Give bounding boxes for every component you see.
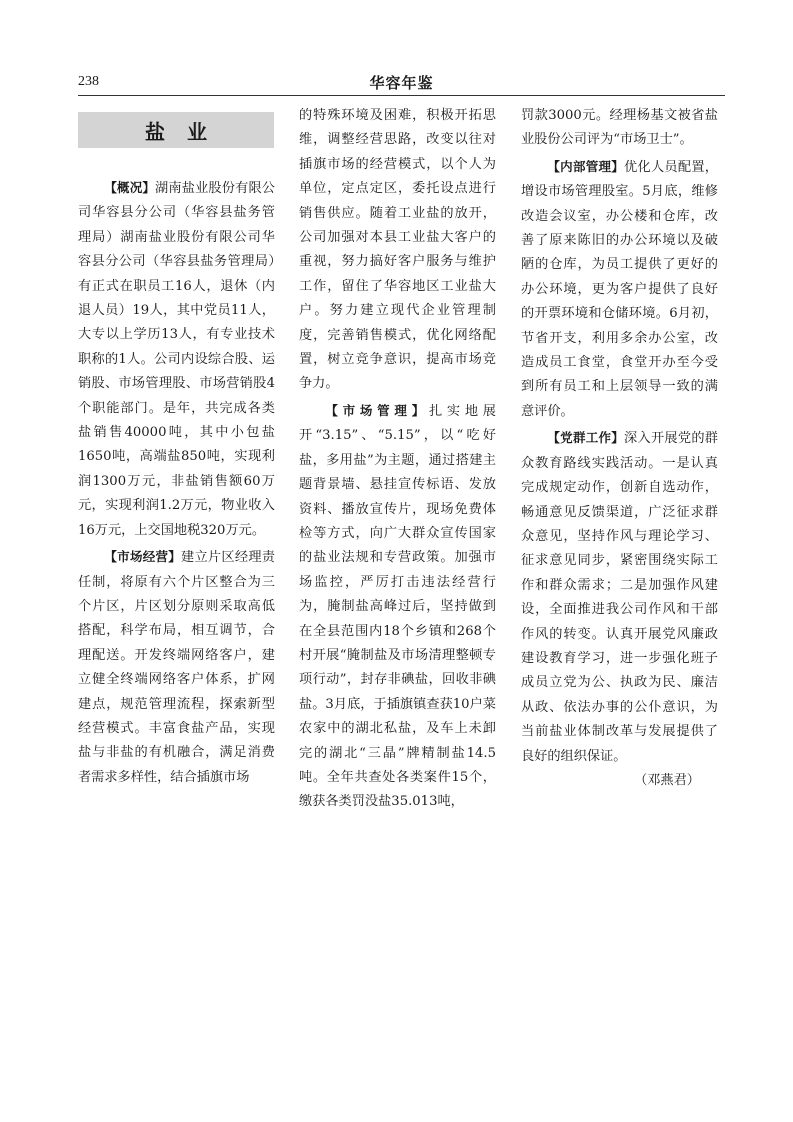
section-title: 盐业 [78, 112, 274, 148]
label-overview: 【概况】 [104, 180, 156, 195]
paragraph-market-mgmt-cont [521, 104, 718, 153]
label-party-work: 【党群工作】 [547, 430, 625, 446]
column-1 [78, 176, 275, 790]
text-party-work: 深入开展党的群众教育路线实践活动。一是认真完成规定动作，创新自选动作，畅通意见反馈渠道，广泛征求群众意见，坚持作风与理论学习、征求意见同步，紧密围绕实际工作和群众需求；二是加强作风建设，全面推进我公司作风和干部作风的转变。认真开展党风廉政建设教育学习，进一步强化班子成员立党为公、执政为民、廉洁从政、依法办事的公仆意识，为当前盐业体制改革与发展提供了良好的组织保证。 [521, 431, 718, 764]
column-3 [521, 104, 718, 793]
text-overview: 湖南盐业股份有限公司华容县分公司（华容县盐务管理局）湖南盐业股份有限公司华容县分公司（华容县盐务管理局）有正式在职员工16人，退休（内退人员）19人，其中党员11人，大专以上学历13人，有专业技术职称的1人。公司内设综合股、运销股、市场管理股、市场营销股4个职能部门。是年，共完成各类盐销售40000吨，其中小包盐1650吨，高端盐850吨，实现利润1300万元，非盐销售额60万元，实现利润1.2万元，物业收入16万元，上交国地税320万元。 [78, 181, 275, 538]
page-header [78, 72, 725, 94]
text-internal-mgmt: 优化人员配置，增设市场管理股室。5月底，维修改造会议室，办公楼和仓库，改善了原来陈旧的办公环境以及破陋的仓库，为员工提供了更好的办公环境，更为客户提供了良好的开票环境和仓储环境。6月初，节省开支，利用多余办公室，改造成员工食堂，食堂开办至今受到所有员工和上层领导一致的满意评价。 [521, 159, 718, 419]
column-2 [299, 104, 496, 815]
page-number: 238 [78, 74, 99, 89]
label-market-ops: 【市场经营】 [104, 549, 182, 565]
paragraph-overview [78, 176, 275, 543]
paragraph-market-mgmt [299, 399, 496, 815]
header-rule [78, 95, 725, 96]
paragraph-party-work [521, 426, 718, 769]
label-internal-mgmt: 【内部管理】 [547, 158, 625, 174]
paragraph-market-ops [78, 545, 275, 790]
text-market-ops-a: 建立片区经理责任制，将原有六个片区整合为三个片区，片区划分原则采取高低搭配，科学布局，相互调节，合理配送。开发终端网络客户，建立健全终端网络客户体系，扩网建点，规范管理流程，探索新型经营模式。丰富食盐产品，实现盐与非盐的有机融合，满足消费者需求多样性，结合插旗市场 [78, 550, 275, 785]
author-credit: （邓燕君） [634, 772, 700, 788]
text-market-mgmt-a: 扎实地展开“3.15”、“5.15”，以“吃好盐，多用盐”为主题，通过搭建主题背景墙、悬挂宣传标语、发放资料、播放宣传片，现场免费体检等方式，向广大群众宣传国家的盐业法规和专营政策。加强市场监控，严厉打击违法经营行为，腌制盐高峰过后，坚持做到在全县范围内18个乡镇和268个村开展“腌制盐及市场清理整顿专项行动”，封存非碘盐，回收非碘盐。3月底，于插旗镇查获10户菜农家中的湖北私盐，及车上未卸完的湖北“三晶”牌精制盐14.5吨。全年共查处各类案件15个，缴获各类罚没盐35.013吨， [299, 403, 496, 810]
text-market-ops-b: 的特殊环境及困难，积极开拓思维，调整经营思路，改变以往对插旗市场的经营模式，以个人为单位，定点定区，委托设点进行销售供应。随着工业盐的放开，公司加强对本县工业盐大客户的重视，努力搞好客户服务与维护工作，留住了华容地区工业盐大户。努力建立现代企业管理制度，完善销售模式，优化网络配置，树立竞争意识，提高市场竞争力。 [299, 108, 496, 392]
label-market-mgmt: 【市场管理】 [325, 402, 429, 418]
running-title: 华容年鉴 [369, 74, 434, 92]
paragraph-internal-mgmt [521, 155, 718, 424]
paragraph-market-ops-cont [299, 104, 496, 397]
text-market-mgmt-b: 罚款3000元。经理杨基文被省盐业股份公司评为“市场卫士”。 [521, 108, 718, 148]
